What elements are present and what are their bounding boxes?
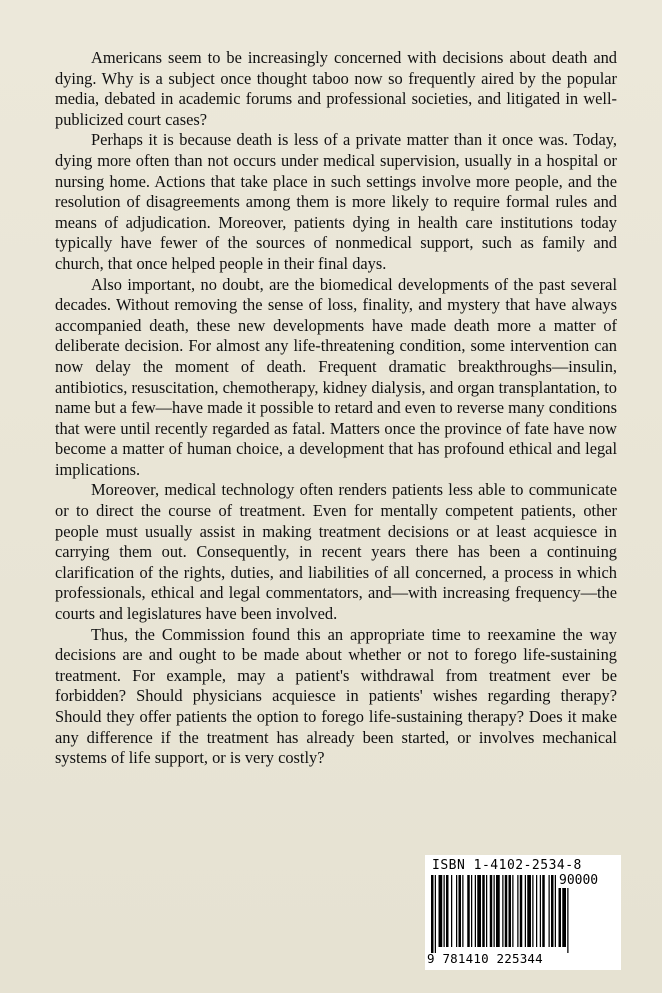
barcode-bar xyxy=(431,875,434,953)
isbn-label: ISBN 1-4102-2534-8 xyxy=(432,858,582,873)
barcode-bar xyxy=(490,875,493,947)
barcode-bar xyxy=(482,875,485,947)
barcode-bar xyxy=(435,875,436,953)
barcode-bar xyxy=(509,875,512,947)
barcode-bar xyxy=(471,875,472,947)
paragraph: Americans seem to be increasingly concerned with decisions about death and dying. Why is a subject once thought taboo now so frequently aired by the popular media, debated in academic forums and professional societies, and litigated in well-publicized court cases? xyxy=(55,48,617,129)
barcode-bar xyxy=(520,875,523,947)
barcode-bar xyxy=(527,875,531,947)
body-text xyxy=(55,48,617,769)
isbn-barcode xyxy=(425,855,621,970)
barcode-bar xyxy=(496,875,500,947)
barcode-bar xyxy=(517,875,518,947)
barcode-bar xyxy=(462,875,463,947)
paragraph: Perhaps it is because death is less of a private matter than it once was. Today, dying more often than not occurs under medical supervision, usually in a hospital or nursing home. Actions that take place in such settings involve more people, and the resolution of disagreements among them is more likely to require formal rules and means of adjudication. Moreover, patients dying in health care institutions today typically have fewer of the sources of nonmedical support, such as family and church, that once helped people in their final days. xyxy=(55,130,617,273)
barcode-bar xyxy=(475,875,476,947)
barcode-bar xyxy=(502,875,503,947)
barcode-bar xyxy=(542,875,545,947)
barcode-bar xyxy=(551,875,554,947)
barcode-bar xyxy=(486,875,487,947)
barcode-bar xyxy=(536,875,537,947)
barcode-bar xyxy=(540,875,541,947)
barcode-bar xyxy=(555,875,556,947)
paragraph: Moreover, medical technology often renders patients less able to communicate or to direct the course of treatment. Even for mentally competent patients, other people must usually assist in making treatment decisions or at least acquiesce in carrying them out. Consequently, in recent years there has been a continuing clarification of the rights, duties, and liabilities of all concerned, a process in which professionals, ethical and legal commentators, and—with increasing frequency—the courts and legislatures have been involved. xyxy=(55,480,617,624)
barcode-bar xyxy=(477,875,481,947)
ean-digits: 9 781410 225344 xyxy=(427,951,543,966)
barcode-bar xyxy=(444,875,445,947)
barcode-bar xyxy=(439,875,443,947)
barcode-bar xyxy=(456,875,457,947)
barcode-bar xyxy=(505,875,508,947)
barcode-bar xyxy=(451,875,452,947)
barcode-bar xyxy=(494,875,495,947)
barcode-bar xyxy=(459,875,462,947)
barcode-bar xyxy=(446,875,449,947)
price-code: 90000 xyxy=(559,873,599,888)
paragraph: Also important, no doubt, are the biomedical developments of the past several decades. Without removing the sense of loss, finality, and mystery that have always accompanied death, these new developments have made death more a matter of deliberate decision. For almost any life-threatening condition, some intervention can now delay the moment of death. Frequent dramatic breakthroughs—insulin, antibiotics, resuscitation, chemotherapy, kidney dialysis, and organ transplantation, to name but a few—have made it possible to retard and even to reverse many conditions that were until recently regarded as fatal. Matters once the province of fate have now become a matter of human choice, a development that has profound ethical and legal implications. xyxy=(55,274,617,479)
barcode-bar xyxy=(532,875,533,947)
barcode-bar xyxy=(549,875,550,947)
paragraph: Thus, the Commission found this an appropriate time to reexamine the way decisions are and ought to be made about whether or not to forego life-sustaining treatment. For example, may a patient's withdrawal from treatment ever be forbidden? Should physicians acquiesce in patients' wishes regarding therapy? Should they offer patients the option to forego life-sustaining therapy? Does it make any difference if the treatment has already been started, or involves mechanical systems of life support, or is very costly? xyxy=(55,624,617,768)
barcode-bar xyxy=(512,875,513,947)
barcode-bar xyxy=(467,875,470,947)
barcode-bar xyxy=(525,875,526,947)
